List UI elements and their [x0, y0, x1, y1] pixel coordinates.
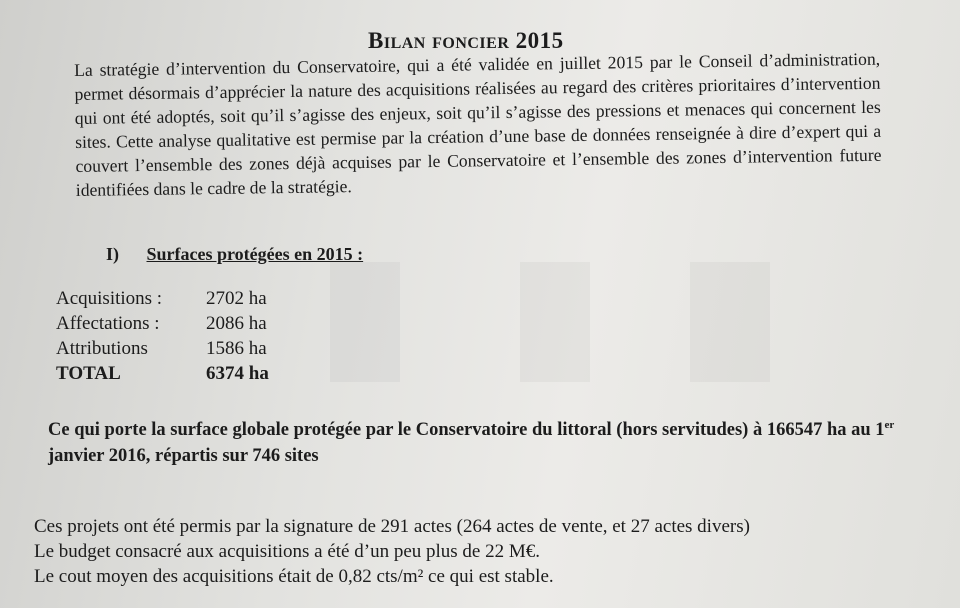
- page-title: Bilan foncier 2015: [368, 28, 564, 53]
- summary-paragraph: [48, 412, 928, 469]
- table-row: [56, 286, 269, 311]
- total-row: [56, 361, 269, 386]
- total-value: 6374 ha: [206, 363, 269, 384]
- row-label: Acquisitions :: [56, 288, 163, 309]
- summary-text-start: Ce qui porte la surface globale protégée par le Conservatoire du littoral (hors servitudes) à 166547 ha au 1: [48, 420, 885, 440]
- total-label: TOTAL: [56, 363, 121, 384]
- row-value: 2086 ha: [206, 313, 267, 334]
- surfaces-table: [56, 286, 269, 386]
- section-title: Surfaces protégées en 2015 :: [146, 244, 364, 264]
- show-through-mark: [690, 262, 770, 382]
- footer-line: Le cout moyen des acquisitions était de 0,82 cts/m² ce qui est stable.: [34, 566, 554, 587]
- table-row: [56, 311, 269, 336]
- intro-paragraph: La stratégie d’intervention du Conservatoire, qui a été validée en juillet 2015 par le Conseil d’administration, permet désormais d’apprécier la nature des acquisitions réalisées au regard des critères prioritaires d’intervention qui ont été adoptés, soit qu’il s’agisse des enjeux, soit qu’il s’agisse des pressions et menaces qui concernent les sites. Cette analyse qualitative est permise par la création d’une base de données renseignée à dire d’expert qui a couvert l’ensemble des zones déjà acquises par le Conservatoire et l’ensemble des zones d’intervention future identifiées dans le cadre de la stratégie.: [74, 48, 882, 200]
- show-through-mark: [330, 262, 400, 382]
- table-row: [56, 336, 269, 361]
- footer-line: Le budget consacré aux acquisitions a été d’un peu plus de 22 M€.: [34, 541, 540, 562]
- footer-notes: [34, 514, 914, 589]
- footer-line: Ces projets ont été permis par la signature de 291 actes (264 actes de vente, et 27 actes divers): [34, 516, 750, 537]
- summary-text-end: janvier 2016, répartis sur 746 sites: [48, 446, 319, 466]
- section-heading: [106, 244, 363, 265]
- row-label: Affectations :: [56, 313, 160, 334]
- row-value: 1586 ha: [206, 338, 267, 359]
- show-through-mark: [520, 262, 590, 382]
- row-label: Attributions: [56, 338, 148, 359]
- section-number: I): [106, 244, 119, 264]
- row-value: 2702 ha: [206, 288, 267, 309]
- summary-superscript: er: [884, 419, 895, 431]
